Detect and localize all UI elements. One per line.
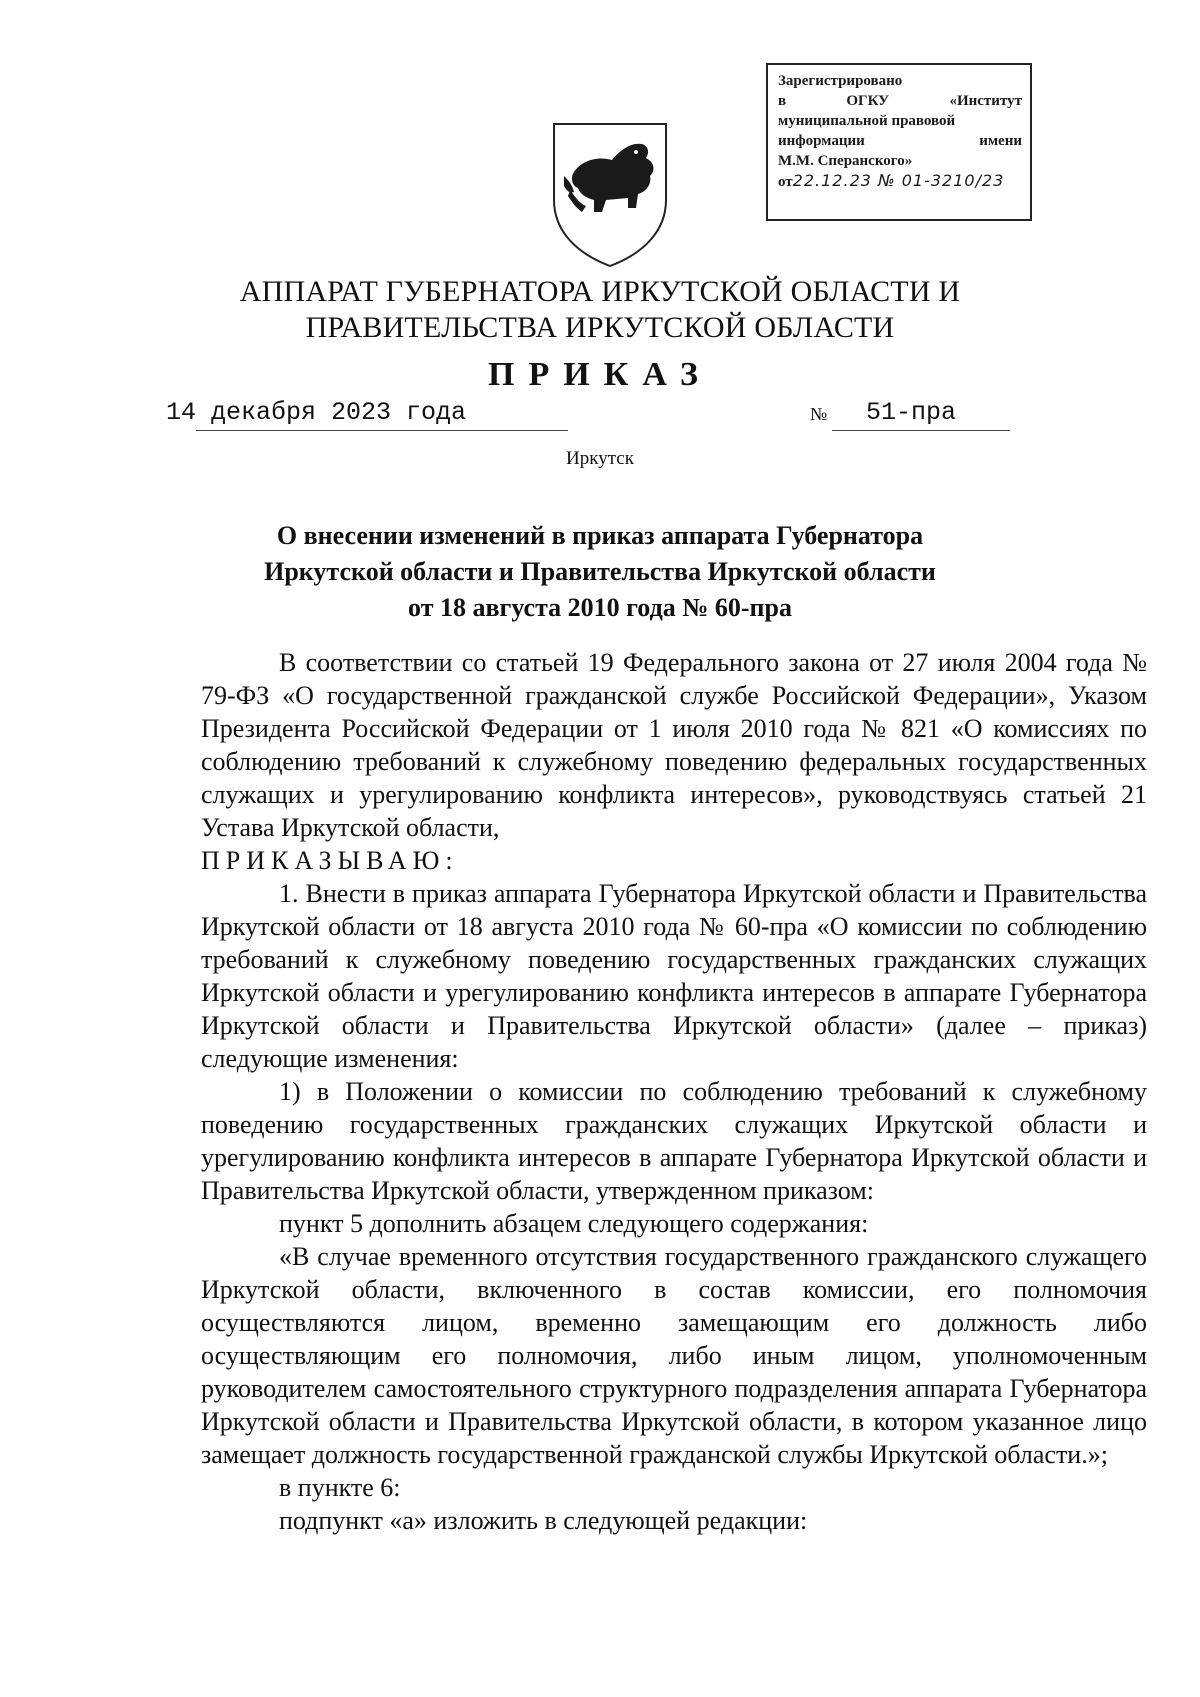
stamp-word: информации — [778, 133, 865, 149]
body-paragraph-4: «В случае временного отсутствия государственного гражданского служащего Иркутской области, включенного в состав комиссии, его полномочия осуществляются лицом, временно замещающим его должность либо осуществляющим его полномочия, либо иным лицом, уполномоченным руководителем самостоятельного структурного подразделения аппарата Губернатора Иркутской области и Правительства Иркутской области, в котором указанное лицо замещает должность государственной гражданской службы Иркутской области.»; — [201, 1242, 1147, 1469]
stamp-word: в — [778, 93, 787, 109]
document-date: 14 декабря 2023 года — [166, 398, 467, 427]
body-paragraph-1: 1. Внести в приказ аппарата Губернатора Иркутской области и Правительства Иркутской области от 18 августа 2010 года № 60-пра «О комиссии по соблюдению требований к служебному поведению государственных гражданских служащих Иркутской области и урегулированию конфликта интересов в аппарате Губернатора Иркутской области и Правительства Иркутской области» (далее – приказ) следующие изменения: — [201, 879, 1147, 1073]
stamp-handwritten-registration: 22.12.23 № 01-3210/23 — [792, 171, 1005, 190]
document-type: ПРИКАЗ — [488, 356, 712, 393]
title-line-3: от 18 августа 2010 года № 60-пра — [408, 593, 792, 622]
registration-stamp — [766, 63, 1032, 221]
document-body — [201, 646, 1147, 1537]
document-city: Иркутск — [566, 448, 634, 469]
stamp-word: «Институт — [949, 93, 1022, 109]
stamp-line-2 — [778, 91, 1022, 111]
stamp-word: имени — [979, 133, 1022, 149]
date-underline — [196, 430, 568, 431]
number-underline — [832, 430, 1010, 431]
stamp-line-1: Зарегистрировано — [778, 73, 903, 89]
title-line-2: Иркутской области и Правительства Иркутской области — [264, 557, 936, 586]
stamp-line-5: М.М. Сперанского» — [778, 153, 913, 169]
organization-name-line-2: ПРАВИТЕЛЬСТВА ИРКУТСКОЙ ОБЛАСТИ — [305, 311, 895, 344]
stamp-line-4 — [778, 131, 1022, 151]
stamp-line-3: муниципальной правовой — [778, 113, 956, 129]
coat-of-arms-icon — [546, 120, 674, 270]
document-date-field — [166, 398, 466, 428]
number-sign: № — [810, 404, 828, 424]
document-title — [0, 518, 1200, 626]
body-paragraph-preamble: В соответствии со статьей 19 Федерального закона от 27 июля 2004 года № 79-ФЗ «О государственной гражданской службе Российской Федерации», Указом Президента Российской Федерации от 1 июля 2010 года № 821 «О комиссиях по соблюдению требований к служебному поведению федеральных государственных служащих и урегулированию конфликта интересов», руководствуясь статьей 21 Устава Иркутской области, — [201, 648, 1147, 842]
stamp-line-6 — [778, 171, 1022, 192]
stamp-date-prefix: от — [778, 174, 793, 190]
body-paragraph-3: пункт 5 дополнить абзацем следующего содержания: — [279, 1209, 869, 1238]
body-paragraph-2: 1) в Положении о комиссии по соблюдению требований к служебному поведению государственных гражданских служащих Иркутской области и урегулированию конфликта интересов в аппарате Губернатора Иркутской области и Правительства Иркутской области, утвержденном приказом: — [201, 1077, 1147, 1205]
body-order-word: ПРИКАЗЫВАЮ: — [201, 846, 459, 875]
body-paragraph-6: подпункт «а» изложить в следующей редакции: — [279, 1506, 808, 1535]
title-line-1: О внесении изменений в приказ аппарата Губернатора — [276, 521, 924, 550]
document-number: 51-пра — [866, 398, 957, 427]
organization-name-line-1: АППАРАТ ГУБЕРНАТОРА ИРКУТСКОЙ ОБЛАСТИ И — [239, 275, 961, 308]
stamp-word: ОГКУ — [846, 93, 890, 109]
body-paragraph-5: в пункте 6: — [279, 1473, 401, 1502]
document-number-field — [810, 398, 957, 429]
